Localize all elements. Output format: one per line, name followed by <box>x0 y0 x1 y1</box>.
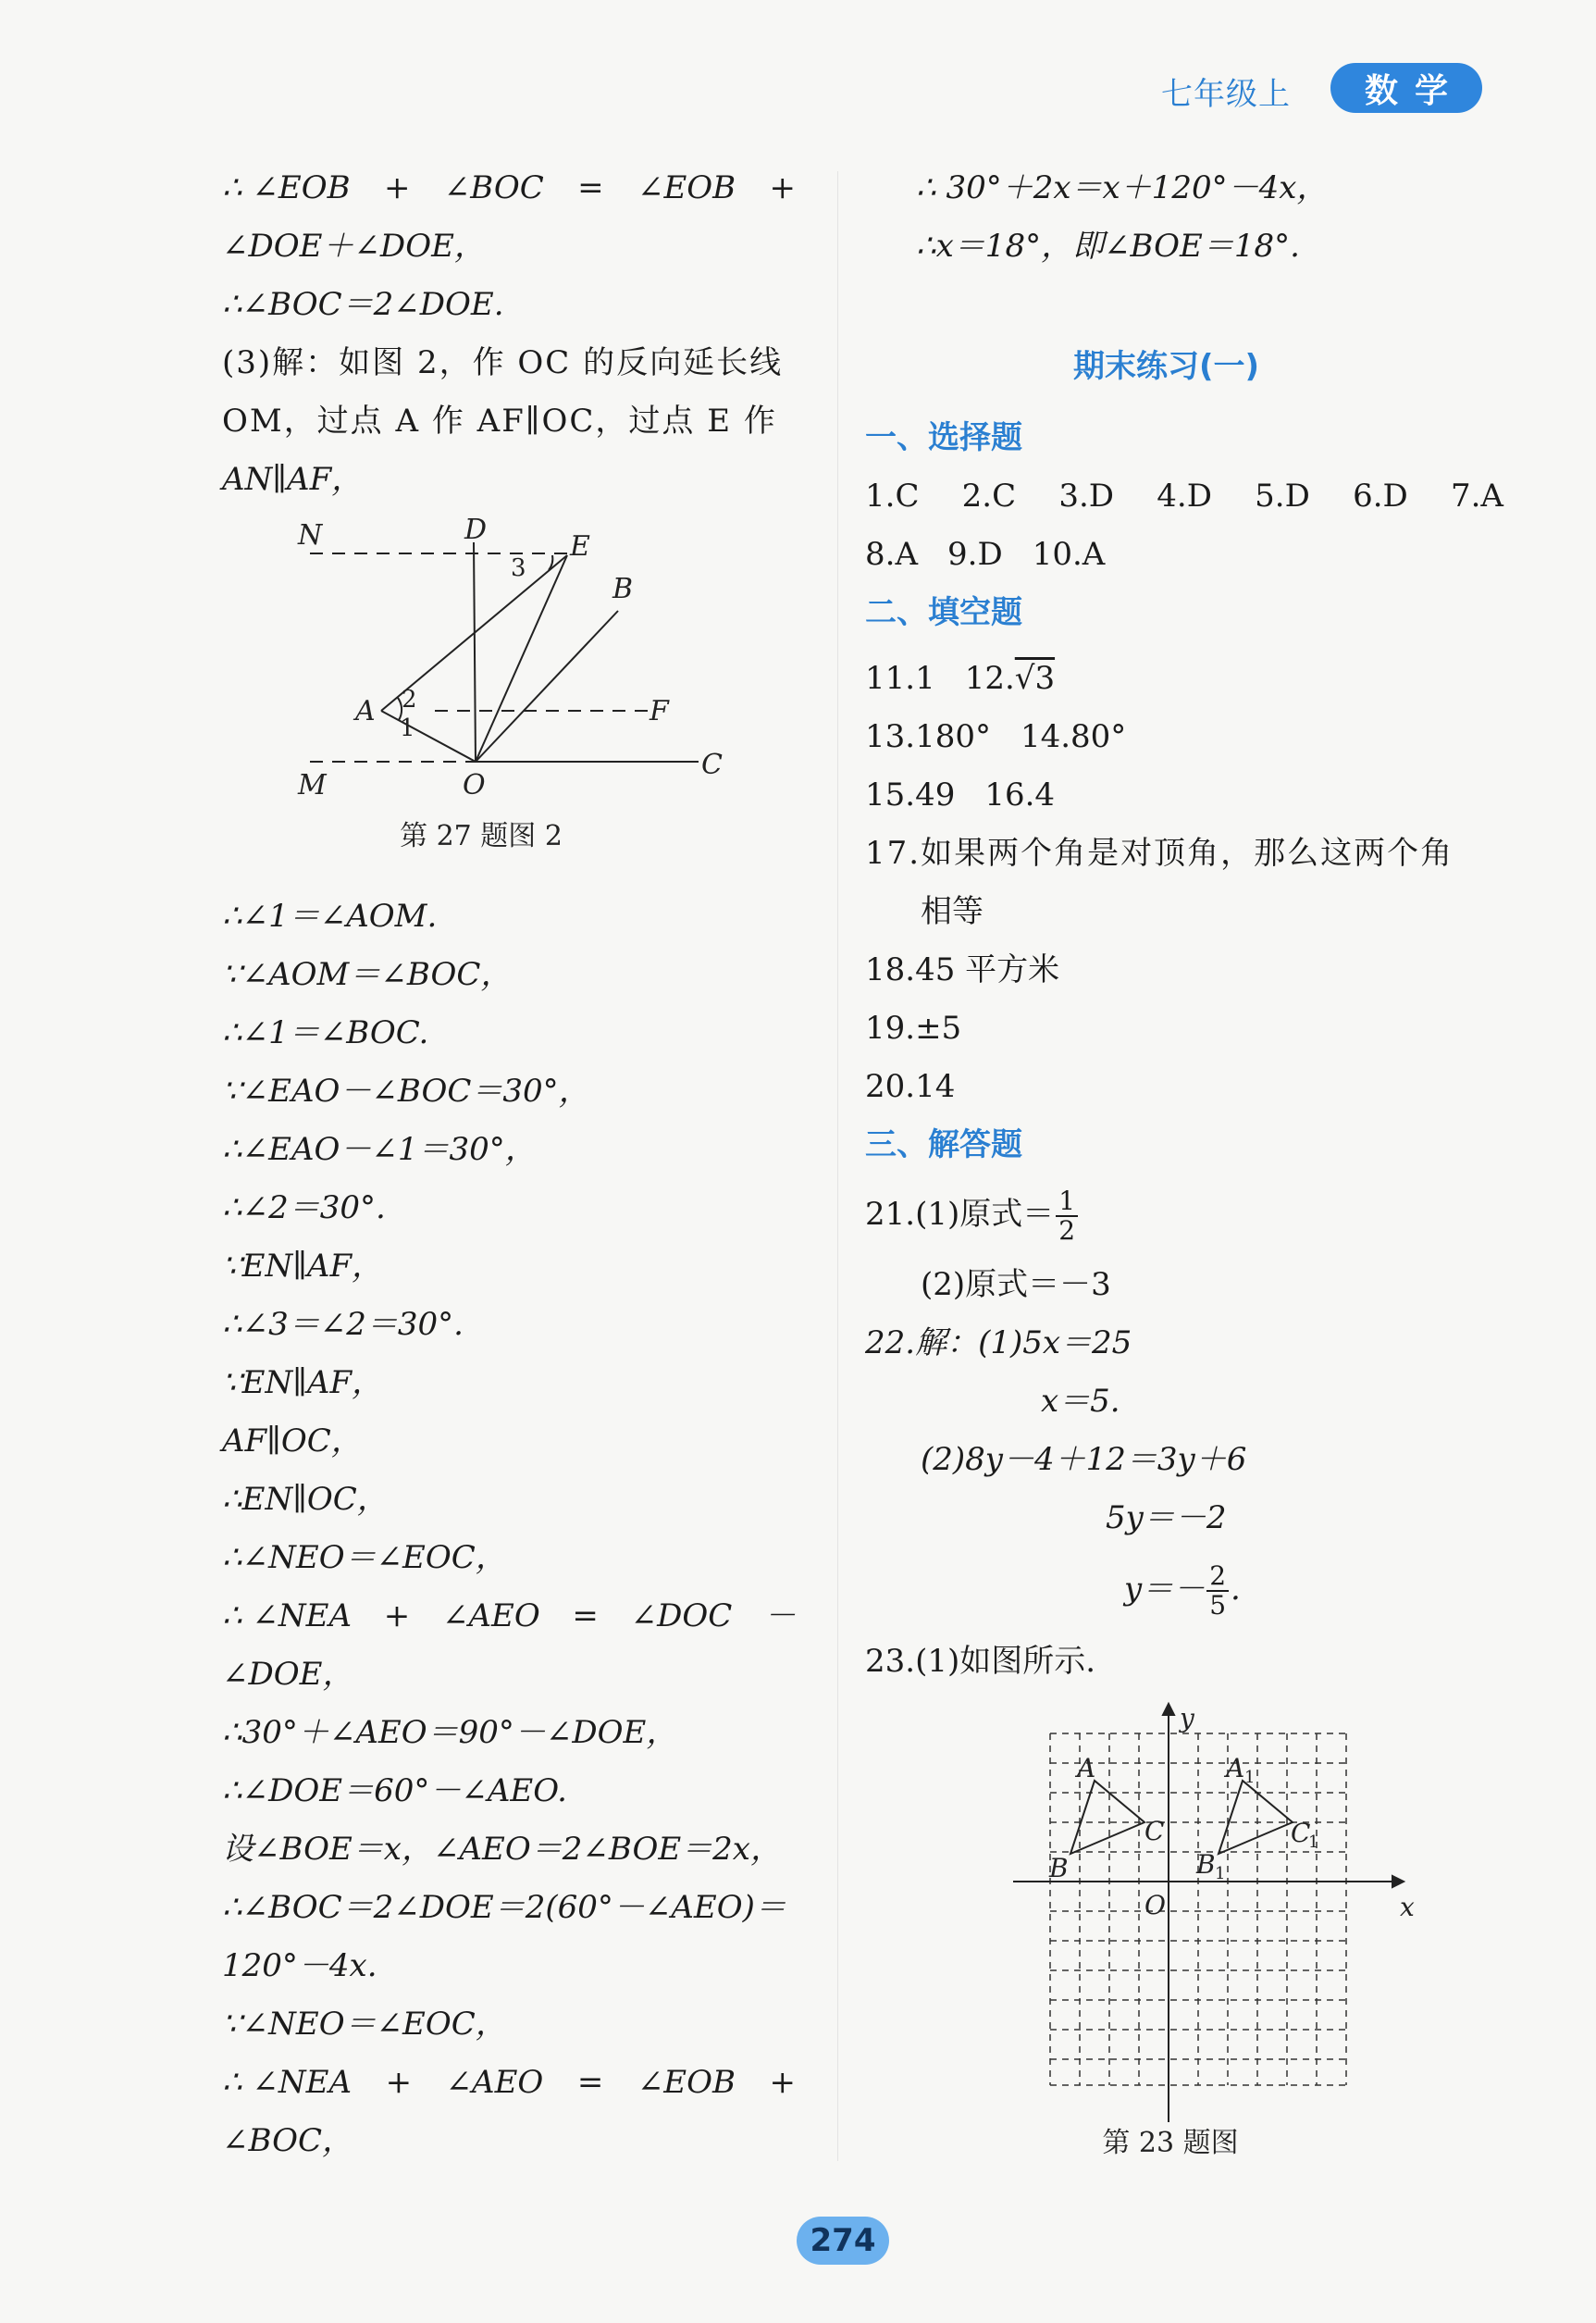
fill-row-15-16 <box>865 776 1055 814</box>
fraction-two-fifths <box>1206 1562 1229 1620</box>
sqrt-answer: √3 <box>1014 660 1056 697</box>
label-y: y <box>1180 1703 1194 1733</box>
fill-row-17: 17.如果两个角是对顶角，那么这两个角 <box>865 835 1454 872</box>
text-seg: + <box>385 2064 413 2101</box>
left-line-6: AN∥AF， <box>222 461 364 498</box>
left-line-22: ∴∠DOE＝60°－∠AEO. <box>222 1772 567 1809</box>
q21-part2: (2)原式＝－3 <box>921 1266 1111 1303</box>
triangle-A1B1C1 <box>1219 1781 1293 1854</box>
text-seg: + <box>383 169 411 206</box>
text-seg: － <box>763 1597 796 1634</box>
left-line-19 <box>222 1597 796 1634</box>
label-O: O <box>463 769 486 801</box>
proof-line: ∵EN∥AF， <box>222 1248 384 1285</box>
text-seg: ∠EOB <box>637 169 736 206</box>
triangle-ABC <box>1070 1781 1144 1854</box>
label-angle-2: 2 <box>402 686 417 714</box>
label-A: A <box>1077 1753 1096 1783</box>
label-A: A <box>355 695 376 727</box>
label-C1: C <box>1291 1818 1311 1848</box>
proof-line: ∴∠3＝∠2＝30°. <box>222 1306 464 1343</box>
section-title-fill: 二、填空题 <box>865 594 1022 631</box>
right-line-1: ∴ 30°＋2x＝x＋120°－4x， <box>916 169 1329 206</box>
proof-line: ∵∠AOM＝∠BOC， <box>222 956 513 993</box>
text-seg: + <box>769 2064 796 2101</box>
subject-badge: 数学 <box>1330 63 1482 113</box>
q21-part1 <box>865 1187 1080 1245</box>
q22-line-5 <box>1124 1562 1241 1620</box>
answer: 12. <box>964 660 1015 697</box>
q22-line-4: 5y＝－2 <box>1106 1499 1227 1536</box>
proof-line: ∵EN∥AF， <box>222 1364 384 1401</box>
proof-line: ∴∠1＝∠BOC. <box>222 1014 429 1051</box>
choice-answers-row-1 <box>865 478 1503 515</box>
text-seg: + <box>383 1597 411 1634</box>
answer: 11.1 <box>865 660 935 697</box>
text-seg: = <box>572 1597 599 1634</box>
column-divider <box>837 171 838 2161</box>
text-seg: ∠BOC <box>443 169 544 206</box>
q22-line-2: x＝5. <box>1041 1383 1120 1420</box>
label-origin: O <box>1144 1890 1166 1920</box>
numerator: 2 <box>1206 1562 1229 1592</box>
figure-27-2 <box>278 516 796 905</box>
denominator: 5 <box>1209 1590 1227 1621</box>
line-OE <box>476 555 567 762</box>
left-line-5: OM，过点 A 作 AF∥OC，过点 E 作 <box>222 403 777 440</box>
left-line-2: ∠DOE＋∠DOE， <box>222 228 486 265</box>
fill-row-18: 18.45 平方米 <box>865 951 1060 988</box>
proof-line: ∴∠2＝30°. <box>222 1189 386 1226</box>
label-angle-3: 3 <box>511 554 526 582</box>
label-F: F <box>650 695 669 727</box>
figure-caption: 第 23 题图 <box>1102 2127 1239 2159</box>
text-seg: = <box>577 169 604 206</box>
line-AO <box>381 711 476 762</box>
answer: 7.A <box>1450 478 1503 515</box>
figure-caption: 第 27 题图 2 <box>400 820 563 852</box>
left-line-23: 设∠BOE＝x，∠AEO＝2∠BOE＝2x， <box>222 1831 782 1868</box>
answer: 13.180° <box>865 718 991 755</box>
numerator: 1 <box>1056 1187 1078 1217</box>
answer: 4.D <box>1157 478 1212 515</box>
line-OD <box>474 542 476 762</box>
text-seg: ∴ ∠NEA <box>222 1597 353 1634</box>
left-line-26: ∵∠NEO＝∠EOC， <box>222 2006 507 2043</box>
q22-line-1: 22.解：(1)5x＝25 <box>865 1324 1132 1361</box>
section-title-choice: 一、选择题 <box>865 419 1022 456</box>
label-x: x <box>1400 1892 1415 1922</box>
fill-row-20: 20.14 <box>865 1068 956 1105</box>
text-seg: + <box>769 169 796 206</box>
left-line-20: ∠DOE， <box>222 1656 354 1693</box>
left-line-28: ∠BOC， <box>222 2122 353 2159</box>
choice-answers-row-2 <box>865 536 1105 573</box>
label-C: C <box>701 749 723 781</box>
answer: 3.D <box>1058 478 1115 515</box>
left-line-27 <box>222 2064 796 2101</box>
x-axis-arrow <box>1392 1876 1404 1887</box>
label-angle-1: 1 <box>400 714 415 742</box>
fill-row-13-14 <box>865 718 1126 755</box>
proof-line: ∴∠NEO＝∠EOC， <box>222 1539 507 1576</box>
fill-row-11-12 <box>865 660 1055 697</box>
text-seg: ∠DOC <box>630 1597 733 1634</box>
right-line-2: ∴x＝18°，即∠BOE＝18°. <box>916 228 1300 265</box>
section-title-solve: 三、解答题 <box>865 1126 1022 1163</box>
answer: 6.D <box>1353 478 1408 515</box>
text-seg: . <box>1231 1571 1241 1608</box>
proof-line: ∴∠1＝∠AOM. <box>222 898 438 935</box>
label-E: E <box>570 530 590 563</box>
answer: 16.4 <box>984 776 1056 814</box>
text-seg: ∠AEO <box>441 1597 540 1634</box>
answer: 2.C <box>961 478 1017 515</box>
answer: 5.D <box>1255 478 1310 515</box>
fill-row-19: 19.±5 <box>865 1010 962 1047</box>
label-N: N <box>298 519 323 552</box>
text-seg: ∠AEO <box>445 2064 544 2101</box>
text-seg: ∠EOB <box>637 2064 736 2101</box>
proof-line: AF∥OC， <box>222 1422 363 1460</box>
left-line-4: (3)解：如图 2，作 OC 的反向延长线 <box>222 344 784 381</box>
left-line-24: ∴∠BOC＝2∠DOE＝2(60°－∠AEO)＝ <box>222 1889 786 1926</box>
label-M: M <box>298 769 327 801</box>
left-line-21: ∴30°＋∠AEO＝90°－∠DOE， <box>222 1714 678 1751</box>
text-seg: = <box>576 2064 604 2101</box>
denominator: 2 <box>1058 1215 1076 1246</box>
line-OB <box>476 611 618 762</box>
fill-row-17-cont: 相等 <box>921 893 984 930</box>
label-D: D <box>464 516 488 546</box>
label-B: B <box>612 573 634 605</box>
left-line-25: 120°－4x. <box>222 1947 377 1984</box>
figure-23-grid <box>985 1701 1429 2164</box>
exam-title: 期末练习(一) <box>1073 348 1260 385</box>
label-B1-sub: 1 <box>1215 1864 1226 1883</box>
answer: 15.49 <box>865 776 956 814</box>
fraction-one-half <box>1056 1187 1078 1245</box>
grade-label: 七年级上 <box>1161 76 1291 113</box>
text-seg: 21.(1)原式＝ <box>865 1196 1055 1233</box>
answer: 8.A <box>865 536 918 573</box>
left-line-3: ∴∠BOC＝2∠DOE. <box>222 286 504 323</box>
page-number: 274 <box>797 2217 889 2265</box>
label-C: C <box>1144 1816 1165 1846</box>
label-B: B <box>1049 1853 1069 1883</box>
answer: 9.D <box>947 536 1003 573</box>
answer: 10.A <box>1032 536 1106 573</box>
grid-lines <box>1050 1733 1346 2085</box>
q22-line-3: (2)8y－4＋12＝3y＋6 <box>921 1441 1247 1478</box>
text-seg: ∴ ∠EOB <box>222 169 351 206</box>
text-seg: ∴ ∠NEA <box>222 2064 353 2101</box>
label-A1: A <box>1226 1753 1245 1783</box>
text-seg: y＝－ <box>1124 1571 1206 1608</box>
label-C1-sub: 1 <box>1308 1832 1319 1852</box>
proof-line: ∴∠EAO－∠1＝30°， <box>222 1131 537 1168</box>
label-A1-sub: 1 <box>1244 1768 1256 1787</box>
proof-line: ∵∠EAO－∠BOC＝30°， <box>222 1073 590 1110</box>
label-B1: B <box>1196 1849 1216 1880</box>
q23-line: 23.(1)如图所示. <box>865 1643 1096 1680</box>
answer: 14.80° <box>1020 718 1127 755</box>
y-axis-arrow <box>1163 1704 1174 1715</box>
left-line-1 <box>222 169 796 206</box>
proof-line: ∴EN∥OC， <box>222 1481 389 1518</box>
answer: 1.C <box>865 478 920 515</box>
